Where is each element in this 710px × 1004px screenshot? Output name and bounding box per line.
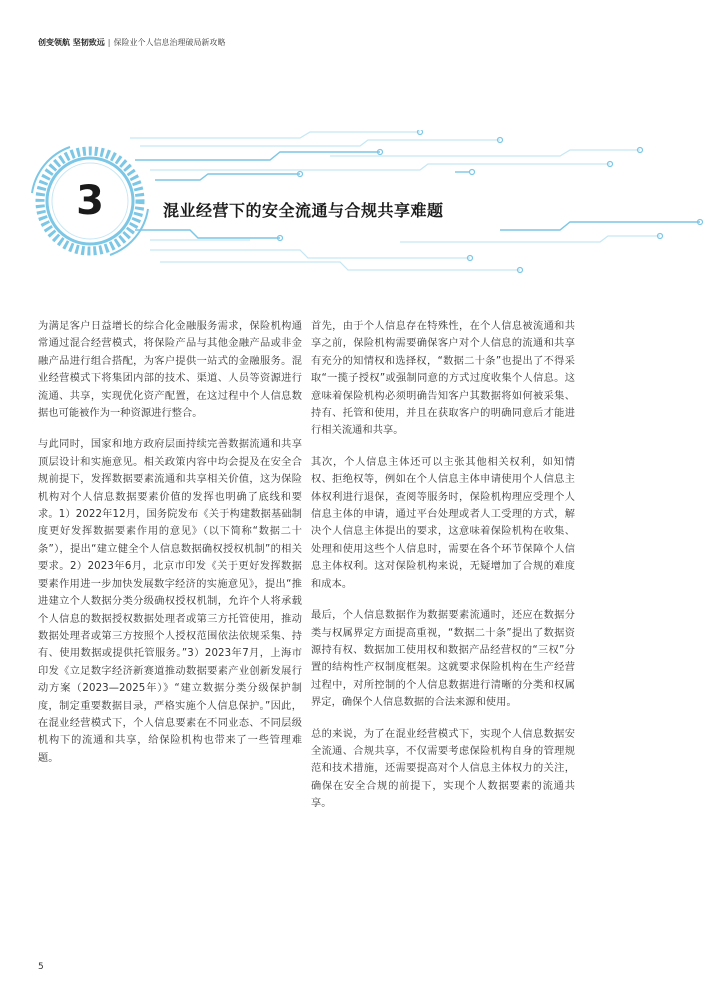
circuit-line (500, 222, 700, 230)
circuit-line (330, 150, 640, 156)
right-column (311, 318, 575, 827)
header-brand: 创变领航 坚韧致远 (38, 38, 105, 47)
circuit-node (470, 170, 475, 175)
circuit-line (150, 164, 610, 170)
circuit-line (160, 262, 520, 270)
paragraph: 与此同时，国家和地方政府层面持续完善数据流通和共享顶层设计和实施意见。相关政策内容中均会提及在安全合规前提下，发挥数据要素流通和共享相关价值，这为保险机构对个人信息数据要素价值的发挥也明确了底线和要求。1）2022年12月，国务院发布《关于构建数据基础制度更好发挥数据要素作用的意见》（以下简称“数据二十条”），提出“建立健全个人信息数据确权授权机制”的相关要求。2）2023年6月，北京市印发《关于更好发挥数据要素作用进一步加快发展数字经济的实施意见》，提出“推进建立个人数据分类分级确权授权机制，允许个人将承载个人信息的数据授权数据处理者或第三方托管使用，推动数据处理者或第三方按照个人授权范围依法依规采集、持有、使用数据或提供托管服务。”3）2023年7月，上海市印发《立足数字经济新赛道推动数据要素产业创新发展行动方案（2023—2025年）》“建立数据分类分级保护制度，制定重要数据目录，严格实施个人信息保护。”因此，在混业经营模式下，个人信息要素在不同业态、不同层级机构下的流通和共享，给保险机构也带来了一些管理难题。 (38, 439, 302, 764)
paragraph: 首先，由于个人信息存在特殊性，在个人信息被流通和共享之前，保险机构需要确保客户对个人信息的流通和共享有充分的知情权和选择权，“数据二十条”也提出了不得采取“一揽子授权”或强制同意的方式过度收集个人信息。这意味着保险机构必须明确告知客户其数据将如何被采集、持有、托管和使用，并且在获取客户的明确同意后才能进行相关流通和共享。 (311, 321, 575, 437)
header-separator: | (107, 38, 111, 47)
page-number: 5 (38, 962, 44, 972)
paragraph: 总的来说，为了在混业经营模式下，实现个人信息数据安全流通、合规共享，不仅需要考虑保险机构自身的管理规范和技术措施，还需要提高对个人信息主体权力的关注，确保在安全合规的前提下，实现个人数据要素的流通共享。 (311, 728, 575, 810)
circuit-line (400, 236, 660, 242)
paragraph: 最后，个人信息数据作为数据要素流通时，还应在数据分类与权属界定方面提高重视，“数据二十条”提出了数据资源持有权、数据加工使用权和数据产品经营权的“三权”分置的结构性产权制度框架。这就要求保险机构在生产经营过程中，对所控制的个人信息数据进行清晰的分类和权属界定，确保个人信息数据的合法来源和使用。 (311, 610, 575, 709)
paragraph: 为满足客户日益增长的综合化金融服务需求，保险机构通常通过混合经营模式，将保险产品与其他金融产品或非金融产品进行组合搭配，为客户提供一站式的金融服务。混业经营模式下将集团内部的技术、渠道、人员等资源进行流通、共享，实现优化资产配置，在这过程中个人信息数据也可能被作为一种资源进行整合。 (38, 321, 302, 420)
paragraph: 其次，个人信息主体还可以主张其他相关权利，如知情权、拒绝权等，例如在个人信息主体申请使用个人信息主体权利进行退保，查阅等服务时，保险机构理应受理个人信息主体的申请，通过平台处理或者人工受理的方式，解决个人信息主体提出的要求，这意味着保险机构在收集、处理和使用这些个人信息时，需要在各个环节保障个人信息主体权利。这对保险机构来说，无疑增加了合规的难度和成本。 (311, 456, 575, 590)
circuit-line (155, 174, 300, 180)
header-report-title: 保险业个人信息治理破局新攻略 (113, 38, 226, 47)
running-header (38, 37, 226, 49)
left-column (38, 318, 302, 781)
section-title: 混业经营下的安全流通与合规共享难题 (163, 201, 444, 220)
chapter-number: 3 (76, 178, 104, 224)
circuit-line (135, 230, 280, 238)
circuit-line (150, 250, 470, 258)
circuit-line (130, 132, 420, 138)
circuit-line (140, 140, 500, 146)
